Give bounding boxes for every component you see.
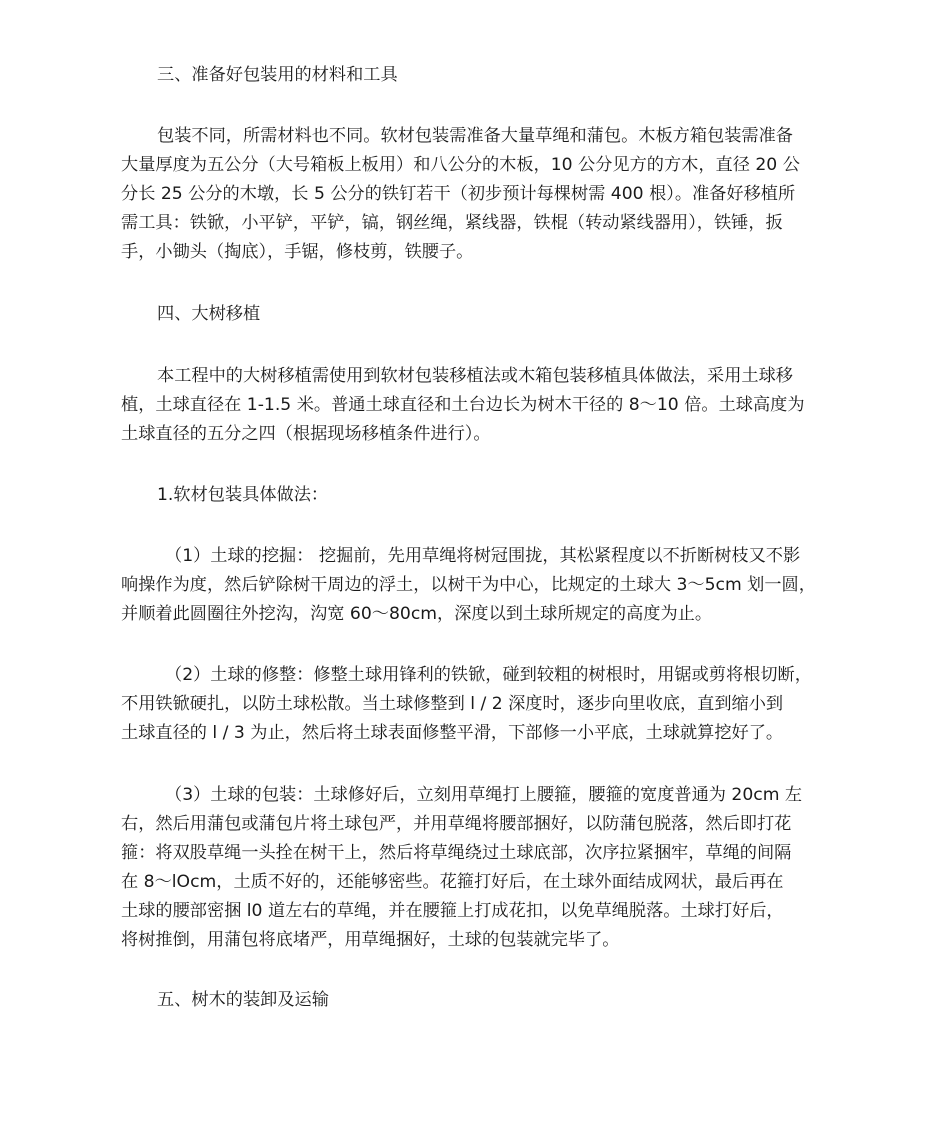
section-heading-4: 四、大树移植 — [157, 304, 261, 324]
paragraph-step-3 — [121, 781, 833, 955]
paragraph-line: 土球直径的 l / 3 为止，然后将土球表面修整平滑，下部修一小平底，土球就算挖好了。 — [121, 723, 784, 743]
paragraph-step-1 — [121, 542, 833, 629]
paragraph-line: （2）土球的修整：修整土球用锋利的铁锨，碰到较粗的树根时，用锯或剪将根切断， — [165, 665, 812, 685]
paragraph-line: 土球的腰部密捆 l0 道左右的草绳，并在腰箍上打成花扣，以免草绳脱落。土球打好后， — [121, 901, 784, 921]
paragraph-line: 在 8～lOcm，土质不好的，还能够密些。花箍打好后，在土球外面结成网状，最后再在 — [121, 872, 784, 892]
paragraph-line: （3）土球的包装：土球修好后，立刻用草绳打上腰箍，腰箍的宽度普通为 20cm 左 — [165, 785, 803, 805]
paragraph-line: 并顺着此圆圈往外挖沟，沟宽 60～80cm，深度以到土球所规定的高度为止。 — [121, 604, 713, 624]
paragraph-line: 手，小锄头（掏底），手锯，修枝剪，铁腰子。 — [121, 242, 474, 262]
paragraph-transplant — [121, 362, 833, 449]
paragraph-step-2 — [121, 661, 833, 748]
paragraph-line: 大量厚度为五公分（大号箱板上板用）和八公分的木板，10 公分见方的方木，直径 20 公 — [121, 155, 800, 175]
paragraph-line: 不用铁锨硬扎，以防土球松散。当土球修整到 l / 2 深度时，逐步向里收底，直到缩小到 — [121, 694, 784, 714]
paragraph-line: 分长 25 公分的木墩，长 5 公分的铁钉若干（初步预计每棵树需 400 根）。准备好移植所 — [121, 184, 796, 204]
subsection-heading-1: 1.软材包装具体做法： — [157, 485, 329, 505]
paragraph-line: 需工具：铁锨，小平铲，平铲，镐，钢丝绳，紧线器，铁棍（转动紧线器用），铁锤，扳 — [121, 213, 783, 233]
paragraph-line: 土球直径的五分之四（根据现场移植条件进行）。 — [121, 424, 491, 444]
paragraph-line: 包装不同，所需材料也不同。软材包装需准备大量草绳和蒲包。木板方箱包装需准备 — [157, 126, 793, 146]
paragraph-line: 植，土球直径在 1-1.5 米。普通土球直径和土台边长为树木干径的 8～10 倍。土球高度为 — [121, 395, 805, 415]
paragraph-line: （1）土球的挖掘： 挖掘前，先用草绳将树冠围拢，其松紧程度以不折断树枝又不影 — [165, 546, 801, 566]
paragraph-line: 本工程中的大树移植需使用到软材包装移植法或木箱包装移植具体做法，采用土球移 — [157, 366, 793, 386]
paragraph-line: 响操作为度，然后铲除树干周边的浮土，以树干为中心，比规定的土球大 3～5cm 划一圆， — [121, 575, 816, 595]
paragraph-materials — [121, 122, 833, 267]
section-heading-5: 五、树木的装卸及运输 — [157, 990, 329, 1010]
paragraph-line: 右，然后用蒲包或蒲包片将土球包严，并用草绳将腰部捆好，以防蒲包脱落，然后即打花 — [121, 814, 792, 834]
paragraph-line: 箍：将双股草绳一头拴在树干上，然后将草绳绕过土球底部，次序拉紧捆牢，草绳的间隔 — [121, 843, 792, 863]
section-heading-3: 三、准备好包装用的材料和工具 — [157, 65, 398, 85]
paragraph-line: 将树推倒，用蒲包将底堵严，用草绳捆好，土球的包装就完毕了。 — [121, 930, 620, 950]
